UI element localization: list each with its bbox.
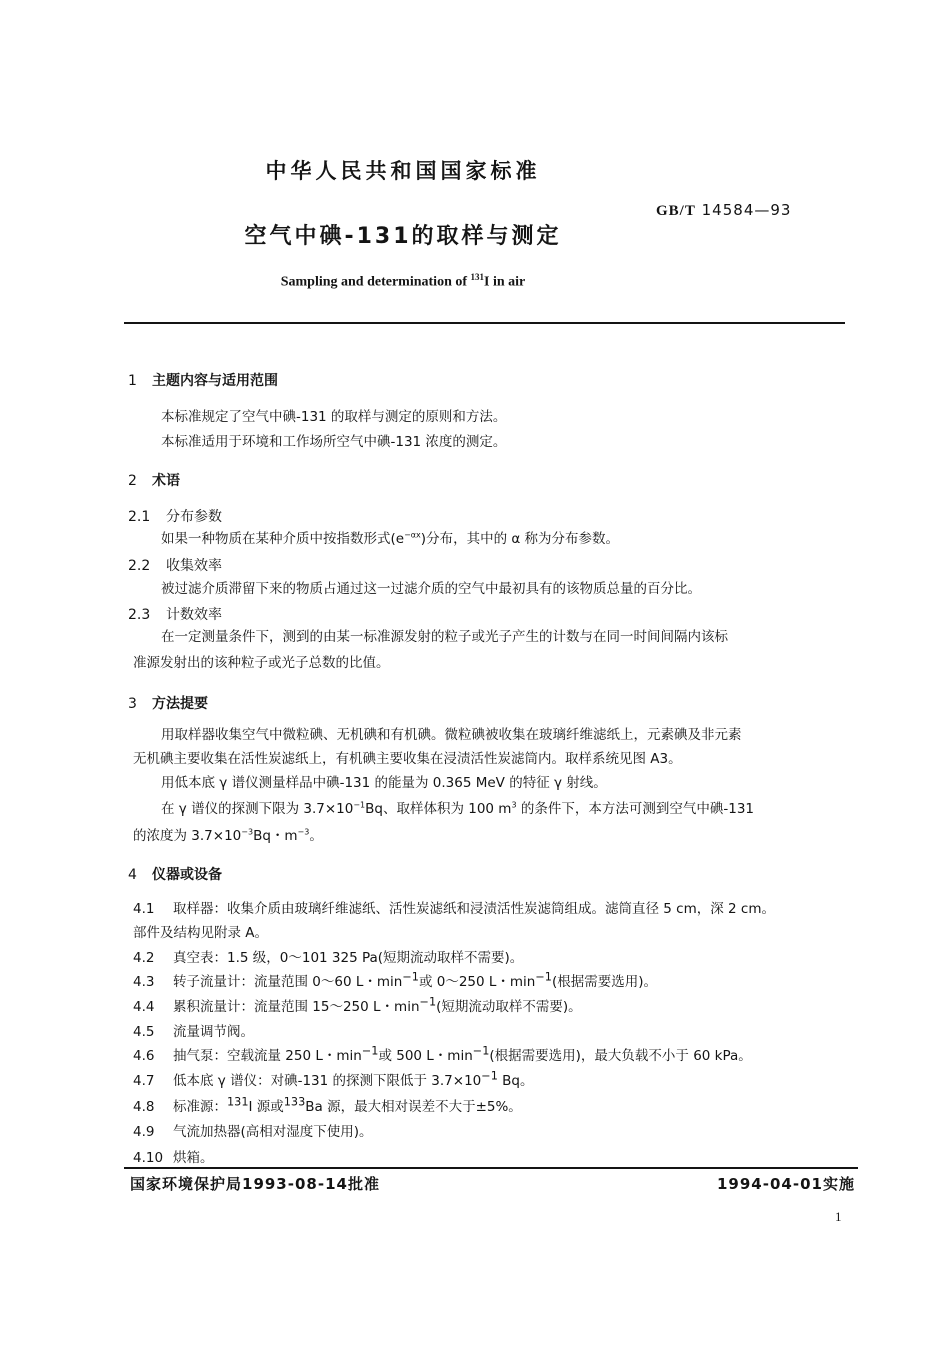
term-number: 2.1	[128, 509, 151, 525]
item-4-6	[133, 1044, 752, 1064]
item-number: 4.7	[133, 1073, 155, 1089]
exponent: −1	[361, 1044, 379, 1058]
english-title-text: Sampling and determination of	[280, 274, 471, 290]
term-2-2-heading	[128, 555, 222, 575]
item-number: 4.10	[133, 1150, 164, 1166]
section-number: 4	[128, 867, 137, 883]
section-4-heading	[128, 864, 222, 884]
text-segment: 的浓度为 3.7×10	[133, 828, 242, 844]
item-text: 转子流量计：流量范围 0～60 L・min	[173, 974, 403, 990]
item-number: 4.9	[133, 1124, 155, 1140]
item-4-1-continuation: 部件及结构见附录 A。	[133, 925, 269, 941]
item-4-2	[133, 946, 523, 966]
national-standard-heading: 中华人民共和国国家标准	[265, 159, 541, 183]
item-text: 或 0～250 L・min	[418, 974, 536, 990]
section-3-paragraph-3-line-1	[161, 797, 754, 817]
item-text: 气流加热器(高相对湿度下使用)。	[173, 1124, 373, 1140]
section-title: 方法提要	[152, 696, 208, 712]
item-number: 4.6	[133, 1048, 155, 1064]
item-4-9	[133, 1120, 373, 1140]
definition-text-tail: )分布，其中的 α 称为分布参数。	[420, 531, 620, 547]
item-number: 4.1	[133, 901, 155, 917]
exponent: −3	[297, 827, 310, 837]
item-4-7	[133, 1069, 533, 1089]
term-2-1-definition	[161, 527, 619, 547]
section-3-paragraph-1-line-2: 无机碘主要收集在活性炭滤纸上，有机碘主要收集在浸渍活性炭滤筒内。取样系统见图 A3。	[133, 751, 682, 767]
page-number: 1	[835, 1209, 842, 1224]
english-title	[0, 272, 806, 291]
standard-number-prefix: GB/T	[656, 203, 696, 219]
exponent: −3	[241, 827, 254, 837]
item-text: (根据需要选用)，最大负载不小于 60 kPa。	[489, 1048, 752, 1064]
exponent: −αx	[404, 530, 421, 540]
item-text: 烘箱。	[173, 1150, 214, 1166]
section-1-paragraph-2: 本标准适用于环境和工作场所空气中碘-131 浓度的测定。	[161, 434, 507, 450]
term-2-3-definition-line-1: 在一定测量条件下，测到的由某一标准源发射的粒子或光子产生的计数与在同一时间间隔内该标	[161, 629, 728, 645]
term-title: 分布参数	[166, 509, 222, 525]
text-segment: Bq・m	[253, 828, 298, 844]
exponent: −1	[419, 995, 437, 1009]
section-title: 主题内容与适用范围	[152, 373, 278, 389]
item-text: I 源或	[248, 1099, 284, 1115]
item-number: 4.3	[133, 974, 155, 990]
section-number: 1	[128, 373, 137, 389]
text-segment: 的条件下，本方法可测到空气中碘-131	[516, 801, 754, 817]
text-segment: Bq、取样体积为 100 m	[365, 801, 512, 817]
section-3-paragraph-3-line-2	[133, 824, 323, 844]
item-text: 取样器：收集介质由玻璃纤维滤纸、活性炭滤纸和浸渍活性炭滤筒组成。滤筒直径 5 cm，深 2 cm。	[173, 901, 775, 917]
exponent: −1	[535, 970, 552, 984]
exponent: −1	[481, 1069, 498, 1083]
term-2-3-definition-line-2: 准源发射出的该种粒子或光子总数的比值。	[133, 655, 390, 671]
approval-date: 国家环境保护局1993-08-14批准	[130, 1175, 380, 1193]
item-text: 低本底 γ 谱仪：对碘-131 的探测下限低于 3.7×10	[173, 1073, 482, 1089]
item-text: Ba 源，最大相对误差不大于±5%。	[305, 1099, 522, 1115]
section-3-heading	[128, 693, 208, 713]
section-2-heading	[128, 470, 180, 490]
item-4-3	[133, 970, 657, 990]
term-number: 2.3	[128, 607, 151, 623]
text-segment: 。	[309, 828, 323, 844]
exponent: −1	[472, 1044, 490, 1058]
exponent: 3	[511, 800, 517, 810]
section-3-paragraph-2: 用低本底 γ 谱仪测量样品中碘-131 的能量为 0.365 MeV 的特征 γ 射线。	[161, 775, 607, 791]
item-text: 抽气泵：空载流量 250 L・min	[173, 1048, 362, 1064]
term-number: 2.2	[128, 558, 151, 574]
mass-number: 133	[283, 1095, 306, 1109]
term-2-1-heading	[128, 506, 222, 526]
item-4-8	[133, 1095, 522, 1115]
item-text: 标准源：	[173, 1099, 227, 1115]
document-title: 空气中碘-131的取样与测定	[244, 224, 562, 249]
header-rule	[124, 322, 845, 324]
section-title: 术语	[152, 473, 180, 489]
item-text: 流量调节阀。	[173, 1024, 254, 1040]
standard-number-value: 14584—93	[701, 201, 792, 219]
mass-number: 131	[227, 1095, 249, 1109]
item-4-10	[133, 1146, 214, 1166]
item-number: 4.2	[133, 950, 155, 966]
section-1-heading	[128, 370, 278, 390]
effective-date: 1994-04-01实施	[717, 1175, 855, 1193]
item-number: 4.8	[133, 1099, 155, 1115]
exponent: −1	[353, 800, 366, 810]
item-text: 累积流量计：流量范围 15～250 L・min	[173, 999, 420, 1015]
english-title-superscript: 131	[470, 272, 485, 282]
section-3-paragraph-1-line-1: 用取样器收集空气中微粒碘、无机碘和有机碘。微粒碘被收集在玻璃纤维滤纸上，元素碘及非元素	[161, 727, 742, 743]
section-title: 仪器或设备	[152, 867, 222, 883]
standard-number	[656, 201, 791, 220]
english-title-tail: I in air	[484, 274, 526, 290]
item-text: Bq。	[497, 1073, 534, 1089]
item-text: 或 500 L・min	[378, 1048, 473, 1064]
item-number: 4.5	[133, 1024, 155, 1040]
section-1-paragraph-1: 本标准规定了空气中碘-131 的取样与测定的原则和方法。	[161, 409, 507, 425]
definition-text: 如果一种物质在某种介质中按指数形式(e	[161, 531, 405, 547]
footer-rule	[124, 1167, 858, 1169]
section-number: 3	[128, 696, 137, 712]
term-2-2-definition: 被过滤介质滞留下来的物质占通过这一过滤介质的空气中最初具有的该物质总量的百分比。	[161, 581, 701, 597]
term-title: 收集效率	[166, 558, 222, 574]
item-4-1	[133, 897, 775, 917]
item-number: 4.4	[133, 999, 155, 1015]
section-number: 2	[128, 473, 137, 489]
item-text: (根据需要选用)。	[551, 974, 657, 990]
term-title: 计数效率	[166, 607, 222, 623]
exponent: −1	[402, 970, 419, 984]
term-2-3-heading	[128, 604, 222, 624]
item-4-5	[133, 1020, 254, 1040]
item-4-4	[133, 995, 582, 1015]
item-text: (短期流动取样不需要)。	[436, 999, 582, 1015]
item-text: 真空表：1.5 级，0～101 325 Pa(短期流动取样不需要)。	[173, 950, 524, 966]
text-segment: 在 γ 谱仪的探测下限为 3.7×10	[161, 801, 354, 817]
